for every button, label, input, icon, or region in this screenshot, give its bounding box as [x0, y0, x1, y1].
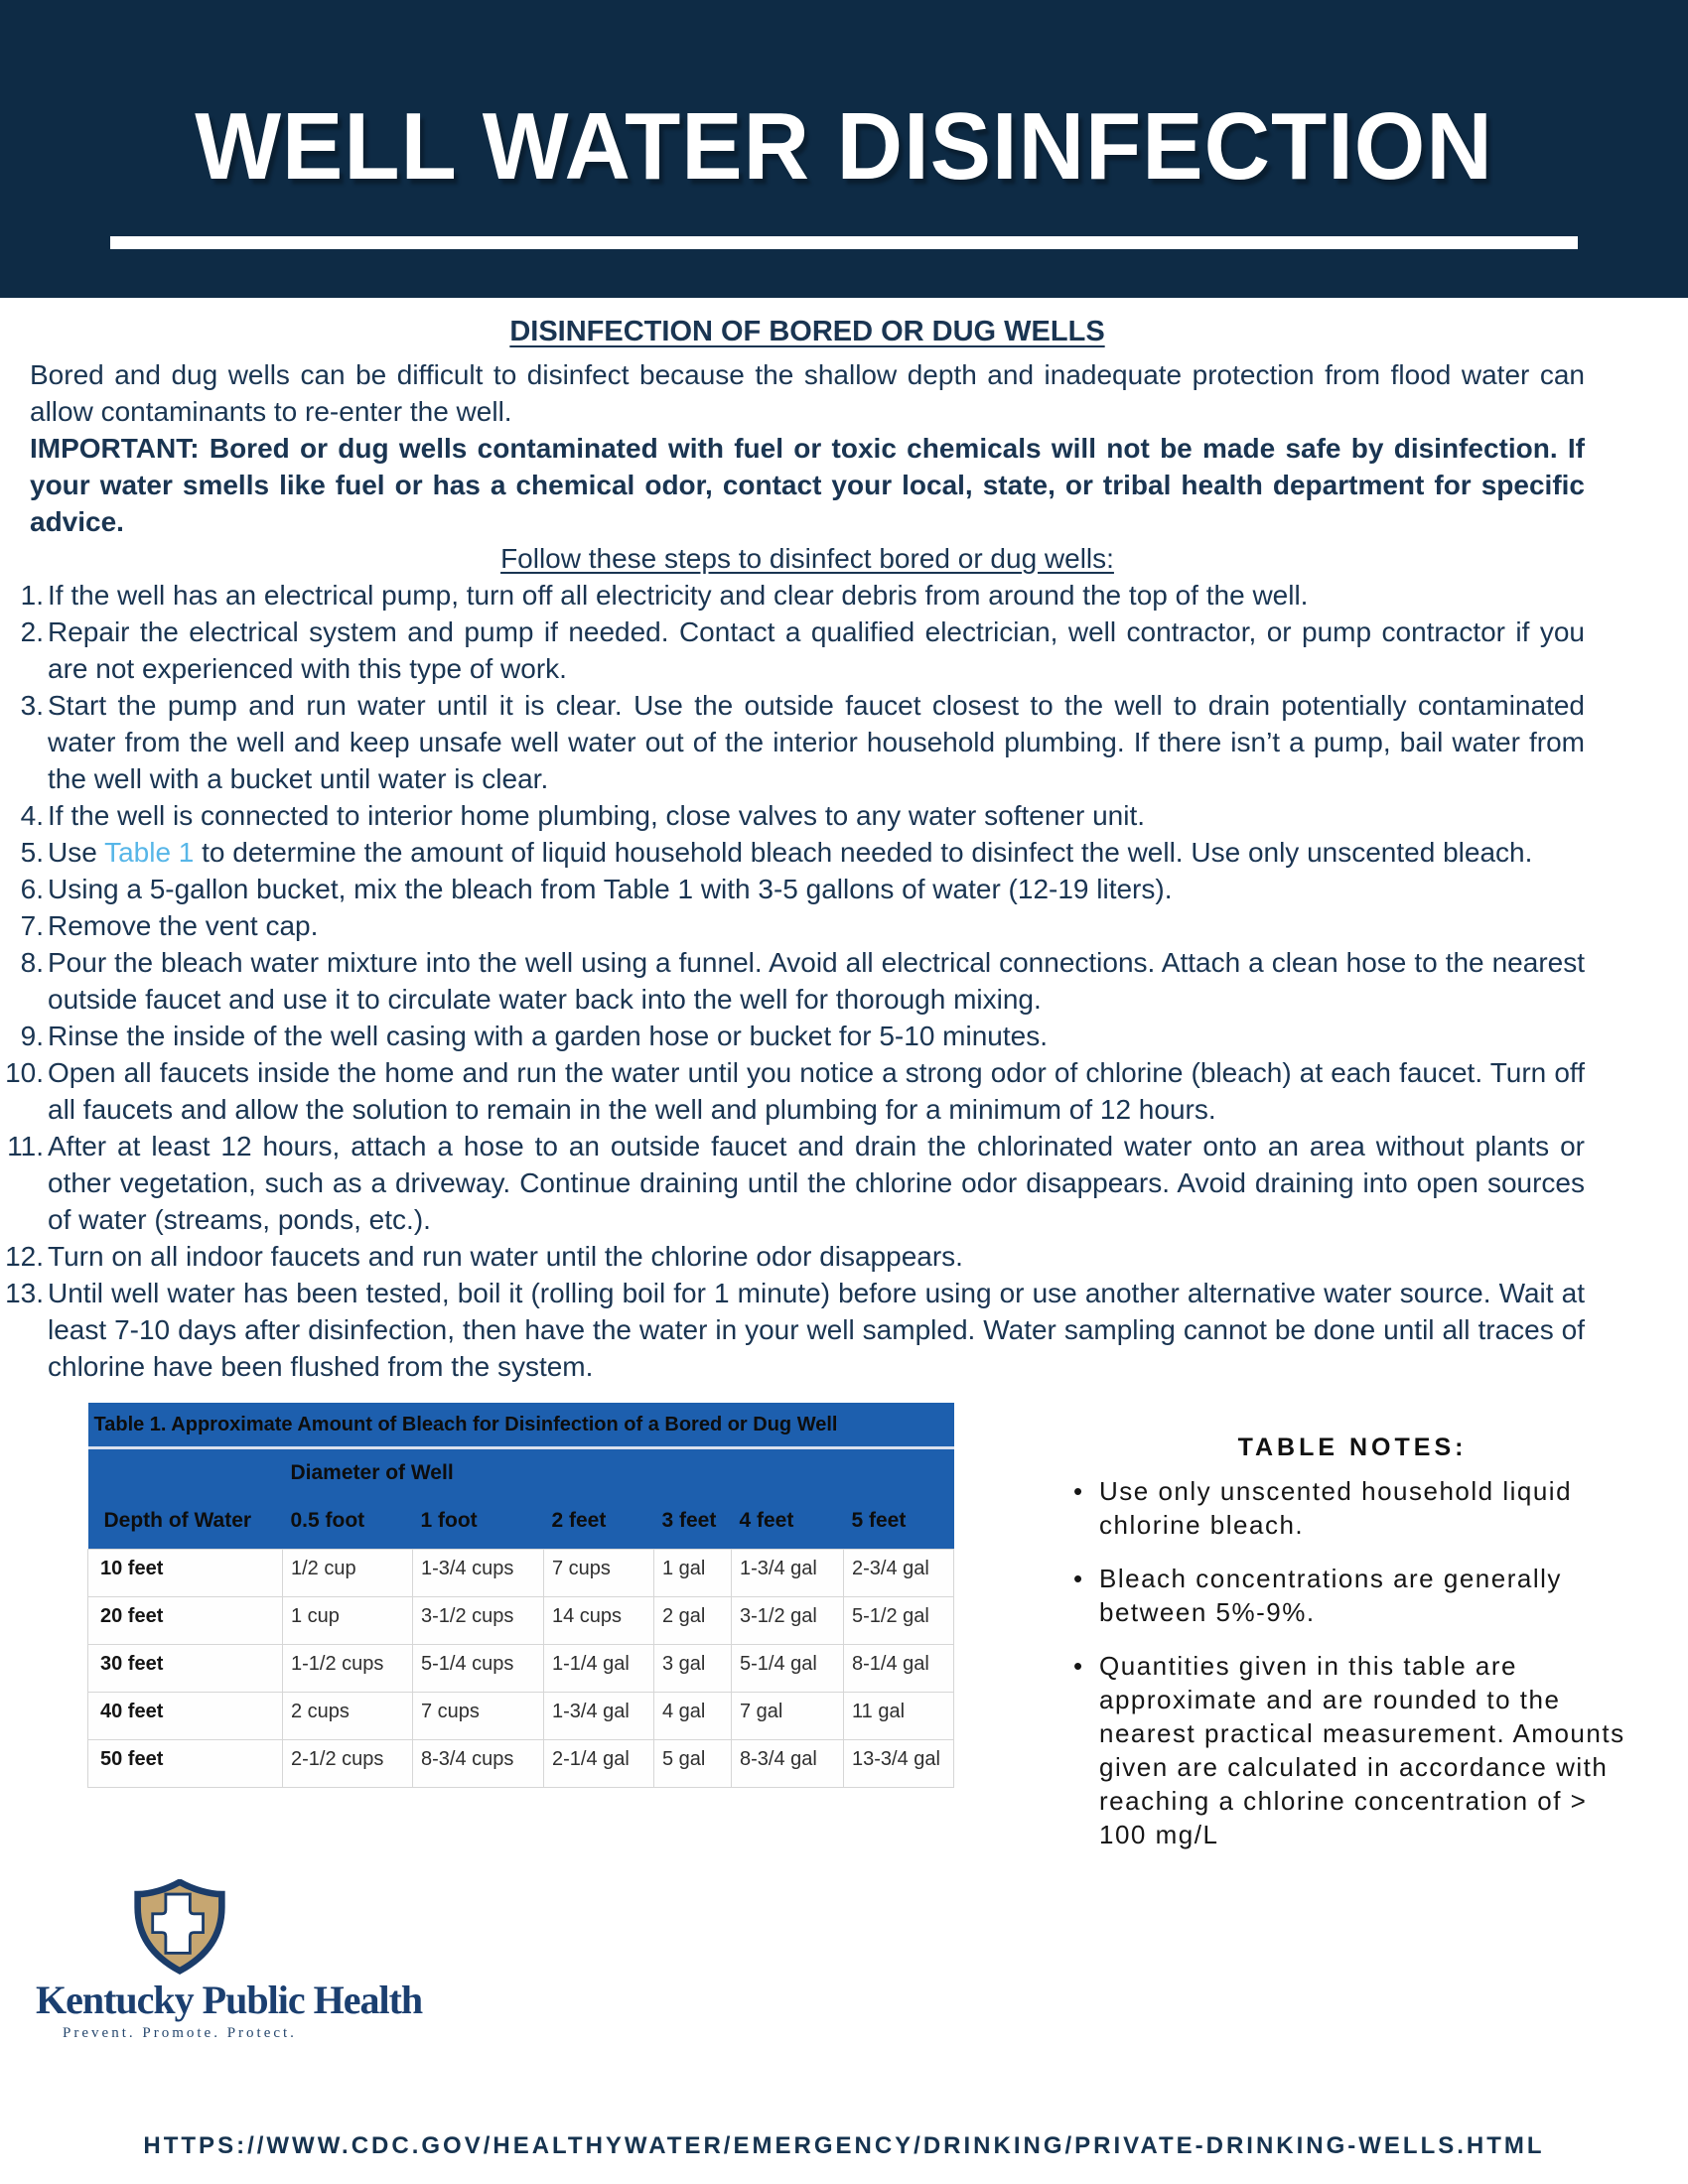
step-item-2 [48, 614, 1585, 687]
table-cell: 1-1/2 cups [283, 1645, 413, 1693]
section-heading: DISINFECTION OF BORED OR DUG WELLS [509, 316, 1105, 347]
steps-list [30, 577, 1585, 1385]
table-corner-cell [88, 1448, 283, 1498]
table-notes-list [1065, 1474, 1639, 1851]
step-item-5 [48, 834, 1585, 871]
step-text: Start the pump and run water until it is clear. Use the outside faucet closest to the well to drain potentially contaminated water from the well and keep unsafe well water out of the interior household plumbing. If there isn’t a pump, bail water from the well with a bucket until water is clear. [48, 690, 1585, 794]
table-col-header: 2 feet [544, 1497, 654, 1550]
table-row [88, 1550, 954, 1597]
step-item-13 [48, 1275, 1585, 1385]
table-title: Table 1. Approximate Amount of Bleach for Disinfection of a Bored or Dug Well [88, 1403, 954, 1448]
table-1-link[interactable]: Table 1 [104, 837, 195, 868]
table-col-header: 4 feet [732, 1497, 844, 1550]
bleach-table [87, 1403, 954, 1788]
step-text: If the well has an electrical pump, turn off all electricity and clear debris from around the top of the well. [48, 580, 1309, 611]
table-cell: 1-3/4 gal [732, 1550, 844, 1597]
note-text: Bleach concentrations are generally between 5%-9%. [1099, 1564, 1562, 1627]
source-url[interactable]: HTTPS://WWW.CDC.GOV/HEALTHYWATER/EMERGENCY/DRINKING/PRIVATE-DRINKING-WELLS.HTML [143, 2132, 1545, 2159]
note-text: Use only unscented household liquid chlorine bleach. [1099, 1476, 1573, 1540]
step-text: Turn on all indoor faucets and run water until the chlorine odor disappears. [48, 1241, 963, 1272]
table-cell: 1 cup [283, 1597, 413, 1645]
table-cell: 1 gal [654, 1550, 732, 1597]
table-notes [1065, 1403, 1639, 1871]
note-item [1065, 1562, 1639, 1629]
table-cell: 1/2 cup [283, 1550, 413, 1597]
table-cell: 3-1/2 cups [413, 1597, 544, 1645]
table-row [88, 1740, 954, 1788]
table-cell: 2-1/2 cups [283, 1740, 413, 1788]
table-cell: 8-1/4 gal [844, 1645, 954, 1693]
step-item-4 [48, 797, 1585, 834]
table-col-header: 5 feet [844, 1497, 954, 1550]
step-text: Rinse the inside of the well casing with a garden hose or bucket for 5-10 minutes. [48, 1021, 1049, 1051]
table-notes-heading: TABLE NOTES: [1237, 1433, 1468, 1461]
table-cell: 5-1/2 gal [844, 1597, 954, 1645]
table-cell: 8-3/4 gal [732, 1740, 844, 1788]
step-text: Using a 5-gallon bucket, mix the bleach from Table 1 with 3-5 gallons of water (12-19 liters). [48, 874, 1173, 904]
table-cell: 2-1/4 gal [544, 1740, 654, 1788]
table-cell: 3 gal [654, 1645, 732, 1693]
note-text: Quantities given in this table are approximate and are rounded to the nearest practical measurement. Amounts given are calculated in accordance with reaching a chlorine concentration of > 100 mg/L [1099, 1651, 1625, 1849]
table-cell: 30 feet [88, 1645, 283, 1693]
table-row [88, 1597, 954, 1645]
note-item [1065, 1649, 1639, 1851]
diameter-of-well-header: Diameter of Well [283, 1448, 954, 1498]
table-cell: 1-3/4 gal [544, 1693, 654, 1740]
important-paragraph: IMPORTANT: Bored or dug wells contaminated with fuel or toxic chemicals will not be made safe by disinfection. If your water smells like fuel or has a chemical odor, contact your local, state, or tribal health department for specific advice. [30, 433, 1585, 537]
table-col-header: 1 foot [413, 1497, 544, 1550]
table-cell: 2 cups [283, 1693, 413, 1740]
table-cell: 7 gal [732, 1693, 844, 1740]
step-item-1 [48, 577, 1585, 614]
table-cell: 20 feet [88, 1597, 283, 1645]
step-text: If the well is connected to interior home plumbing, close valves to any water softener unit. [48, 800, 1146, 831]
shield-cross-icon [128, 1879, 231, 1975]
step-item-6 [48, 871, 1585, 907]
table-section [0, 1403, 1688, 1871]
step-item-9 [48, 1018, 1585, 1054]
table-col-header: 0.5 foot [283, 1497, 413, 1550]
table-cell: 40 feet [88, 1693, 283, 1740]
step-text: Use [48, 837, 105, 868]
title-underline [110, 236, 1578, 249]
table-cell: 3-1/2 gal [732, 1597, 844, 1645]
table-cell: 1-3/4 cups [413, 1550, 544, 1597]
step-item-3 [48, 687, 1585, 797]
step-text: After at least 12 hours, attach a hose to an outside faucet and drain the chlorinated water onto an area without plants or other vegetation, such as a driveway. Continue draining until the chlorine odor disappears. Avoid draining into open sources of water (streams, ponds, etc.). [48, 1131, 1585, 1235]
logo-name: Kentucky Public Health [36, 1978, 423, 2022]
steps-heading: Follow these steps to disinfect bored or dug wells: [500, 543, 1114, 574]
table-cell: 5-1/4 cups [413, 1645, 544, 1693]
kph-logo [36, 1879, 423, 2042]
table-cell: 2-3/4 gal [844, 1550, 954, 1597]
page-title: WELL WATER DISINFECTION [195, 93, 1493, 201]
step-text: Open all faucets inside the home and run the water until you notice a strong odor of chlorine (bleach) at each faucet. Turn off all faucets and allow the solution to remain in the well and plumbing for a minimum of 12 hours. [48, 1057, 1585, 1125]
table-col-header: 3 feet [654, 1497, 732, 1550]
intro-paragraph: Bored and dug wells can be difficult to disinfect because the shallow depth and inadequate protection from flood water can allow contaminants to re-enter the well. [30, 359, 1585, 427]
table-cell: 14 cups [544, 1597, 654, 1645]
step-item-7 [48, 907, 1585, 944]
table-cell: 2 gal [654, 1597, 732, 1645]
table-cell: 4 gal [654, 1693, 732, 1740]
step-text: Repair the electrical system and pump if needed. Contact a qualified electrician, well contractor, or pump contractor if you are not experienced with this type of work. [48, 616, 1585, 684]
step-text: Remove the vent cap. [48, 910, 319, 941]
step-item-12 [48, 1238, 1585, 1275]
step-text: Until well water has been tested, boil it (rolling boil for 1 minute) before using or use another alternative water source. Wait at least 7-10 days after disinfection, then have the water in your well sampled. Water sampling cannot be done until all traces of chlorine have been flushed from the system. [48, 1278, 1585, 1382]
step-item-8 [48, 944, 1585, 1018]
table-cell: 7 cups [544, 1550, 654, 1597]
page-header [0, 0, 1688, 298]
table-row [88, 1693, 954, 1740]
table-cell: 7 cups [413, 1693, 544, 1740]
table-cell: 1-1/4 gal [544, 1645, 654, 1693]
note-item [1065, 1474, 1639, 1542]
step-item-11 [48, 1128, 1585, 1238]
step-text: Pour the bleach water mixture into the well using a funnel. Avoid all electrical connections. Attach a clean hose to the nearest outside faucet and use it to circulate water back into the well for thorough mixing. [48, 947, 1585, 1015]
table-row [88, 1645, 954, 1693]
table-cell: 8-3/4 cups [413, 1740, 544, 1788]
content [0, 298, 1688, 1385]
table-cell: 5-1/4 gal [732, 1645, 844, 1693]
table-cell: 13-3/4 gal [844, 1740, 954, 1788]
table-cell: 50 feet [88, 1740, 283, 1788]
logo-tagline: Prevent. Promote. Protect. [63, 2025, 297, 2041]
step-item-10 [48, 1054, 1585, 1128]
table-cell: 5 gal [654, 1740, 732, 1788]
step-text: to determine the amount of liquid household bleach needed to disinfect the well. Use only unscented bleach. [194, 837, 1533, 868]
table-cell: 10 feet [88, 1550, 283, 1597]
table-cell: 11 gal [844, 1693, 954, 1740]
table-col-header: Depth of Water [88, 1497, 283, 1550]
footer [0, 2132, 1688, 2160]
